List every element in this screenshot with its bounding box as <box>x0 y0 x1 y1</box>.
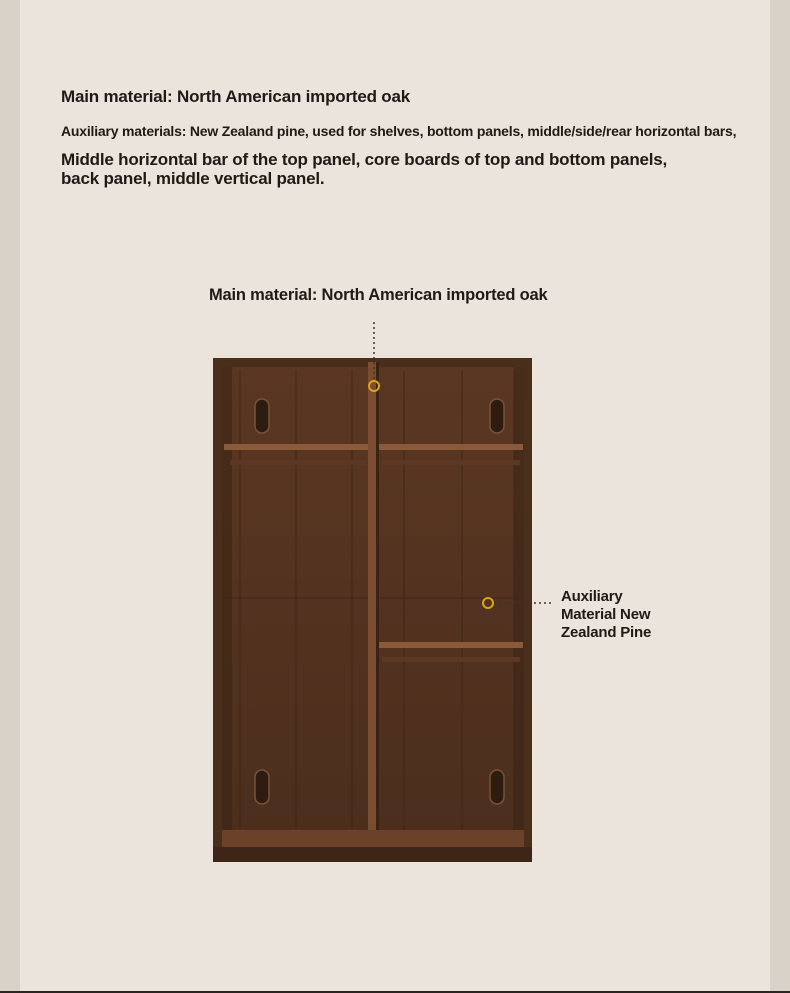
callout-line-2: Material New <box>561 606 651 623</box>
auxiliary-materials-text: Auxiliary materials: New Zealand pine, used for shelves, bottom panels, middle/side/rear horizontal bars, <box>61 123 737 139</box>
vent-slot <box>490 399 504 433</box>
main-material-heading: Main material: North American imported oak <box>61 87 410 106</box>
callout-line-1: Auxiliary <box>561 588 623 605</box>
main-material-callout-label: Main material: North American imported oak <box>209 286 548 304</box>
vent-slot <box>255 399 269 433</box>
left-top-shelf <box>224 444 368 450</box>
continuation-line-2: back panel, middle vertical panel. <box>61 169 325 188</box>
left-hanging-rod <box>230 460 366 465</box>
continuation-line-1: Middle horizontal bar of the top panel, core boards of top and bottom panels, <box>61 150 668 169</box>
right-top-shelf <box>379 444 523 450</box>
right-middle-shelf <box>379 642 523 648</box>
vent-slot <box>255 770 269 804</box>
right-lower-rod <box>382 657 520 662</box>
vent-slot <box>490 770 504 804</box>
right-hanging-rod <box>382 460 520 465</box>
bottom-panel <box>222 830 524 847</box>
callout-line-3: Zealand Pine <box>561 624 652 641</box>
